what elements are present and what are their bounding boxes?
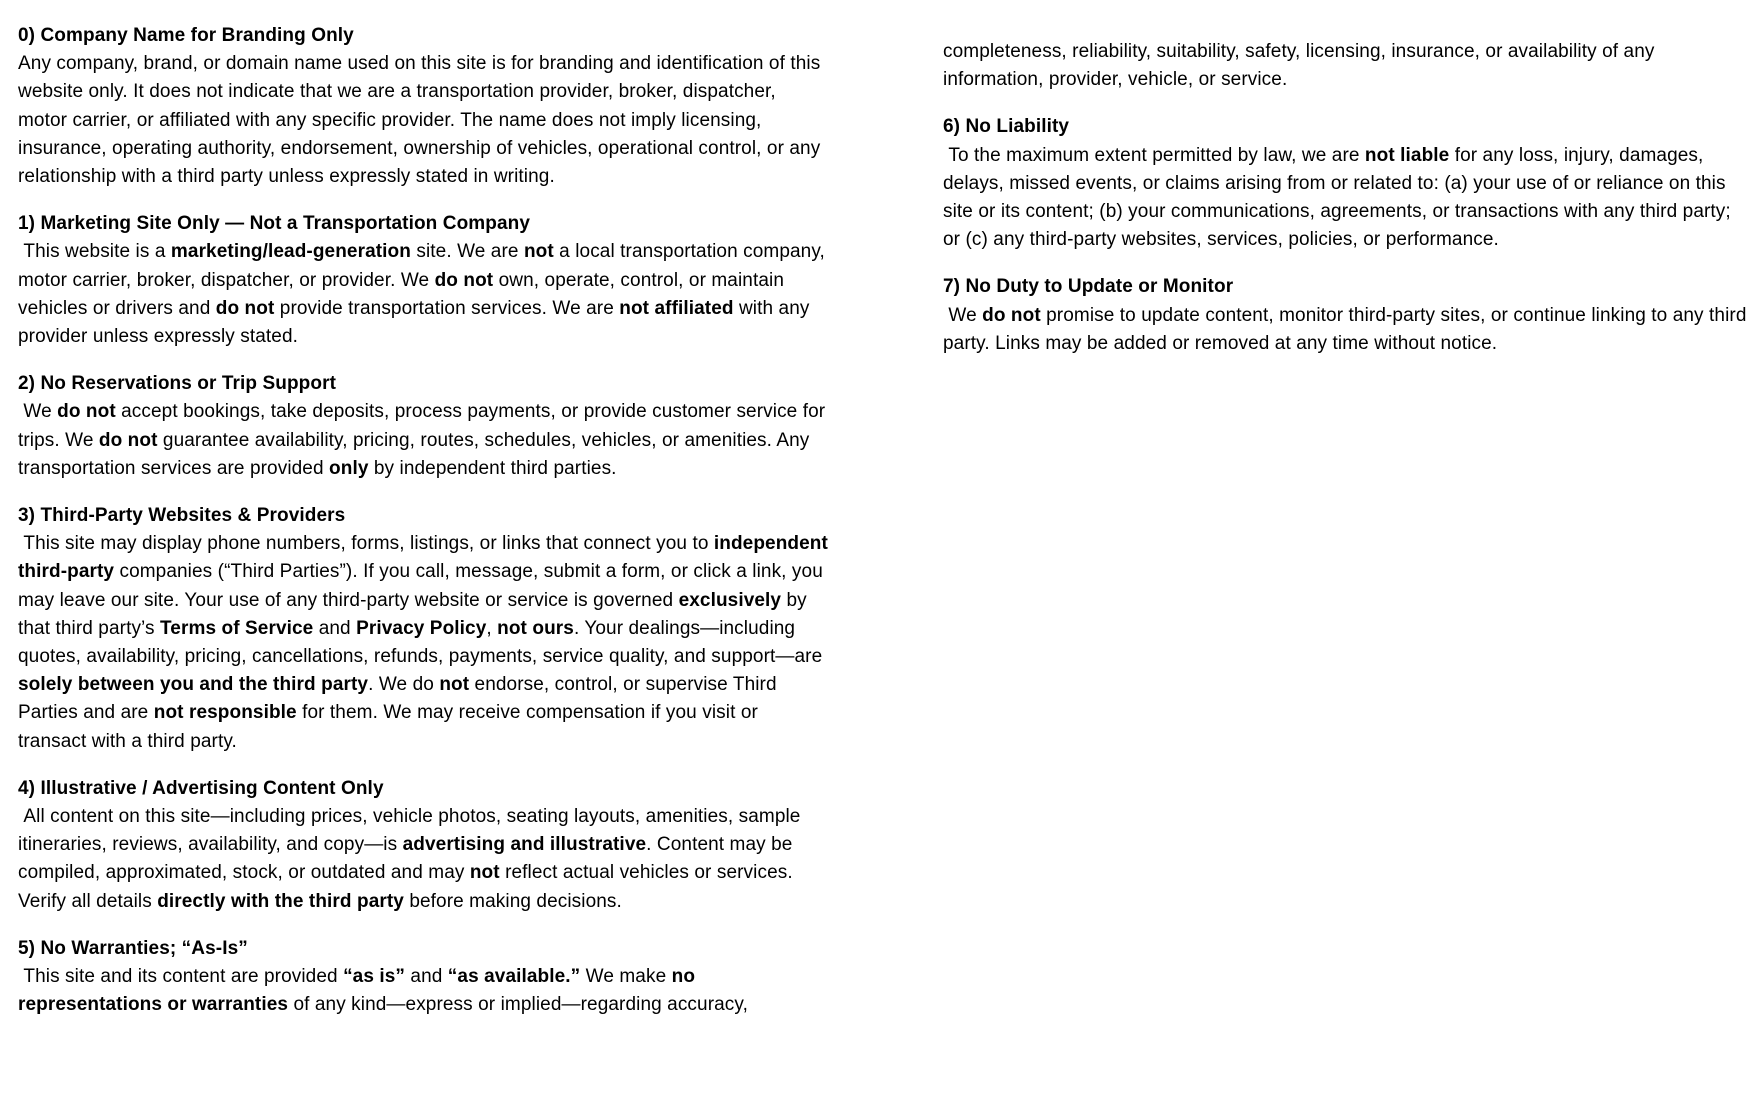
- text-run: . Your dealings—including quotes, availability, pricing, cancellations, refunds, payments, service quality, and support—are: [18, 617, 823, 668]
- bold-text-run: marketing/lead-generation: [170, 241, 411, 263]
- bold-text-run: exclusively: [678, 589, 782, 611]
- text-run: and: [405, 966, 448, 988]
- text-run: ,: [486, 617, 498, 639]
- section: [943, 273, 1752, 358]
- text-run: promise to update content, monitor third-party sites, or continue linking to any third party. Links may be added or removed at any time without notice.: [943, 304, 1747, 354]
- text-run: with any provider unless expressly stated.: [18, 297, 810, 348]
- bold-text-run: not: [469, 862, 500, 884]
- bold-text-run: no representations or warranties: [18, 966, 696, 1016]
- text-run: provide transportation services. We are: [274, 297, 620, 319]
- text-run: . Content may be compiled, approximated, stock, or outdated and may: [18, 834, 793, 884]
- section-heading: 1) Marketing Site Only — Not a Transportation Company: [18, 213, 531, 235]
- bold-text-run: do not: [57, 401, 116, 423]
- text-run: of any kind—express or implied—regarding accuracy,: [288, 994, 748, 1016]
- text-run: We: [18, 401, 58, 423]
- text-run: guarantee availability, pricing, routes, schedules, vehicles, or amenities. Any transportation services are provided: [18, 429, 810, 479]
- column-right: [943, 22, 1752, 1113]
- bold-text-run: do not: [215, 297, 275, 319]
- text-run: All content on this site—including prices, vehicle photos, seating layouts, amenities, sample itineraries, reviews, availability, and copy—is: [18, 806, 801, 856]
- text-run: This site may display phone numbers, forms, listings, or links that connect you to: [18, 533, 714, 555]
- bold-text-run: not responsible: [153, 702, 297, 724]
- text-run: . We do: [368, 674, 440, 696]
- text-run: by independent third parties.: [368, 457, 617, 479]
- bold-text-run: not: [439, 674, 470, 696]
- text-run: for them. We may receive compensation if you visit or transact with a third party.: [18, 702, 758, 752]
- bold-text-run: solely between you and the third party: [18, 674, 369, 696]
- text-run: a local transportation company, motor carrier, broker, dispatcher, or provider. We: [18, 241, 825, 291]
- section: [18, 370, 828, 483]
- text-run: We make: [580, 966, 672, 988]
- section-heading: 6) No Liability: [943, 116, 1070, 138]
- section: [943, 38, 1752, 94]
- bold-text-run: do not: [434, 269, 494, 291]
- section-heading: 4) Illustrative / Advertising Content Only: [18, 777, 384, 799]
- bold-text-run: advertising and illustrative: [402, 834, 647, 856]
- bold-text-run: do not: [98, 429, 158, 451]
- column-left: [18, 22, 828, 1113]
- text-run: Any company, brand, or domain name used on this site is for branding and identification of this website only. It does not indicate that we are a transportation provider, broker, dispatcher, motor carrier, or affiliated with any specific provider. The name does not imply licensing, insurance, operating authority, endorsement, ownership of vehicles, operational control, or any relationship with a third party unless expressly stated in writing.: [18, 53, 821, 188]
- section-heading: 3) Third-Party Websites & Providers: [18, 505, 346, 527]
- bold-text-run: not ours: [497, 617, 574, 639]
- text-run: for any loss, injury, damages, delays, missed events, or claims arising from or related to: (a) your use of or reliance on this site or its content; (b) your communications, agreements, or transactions with any third party; or (c) any third-party websites, services, policies, or performance.: [943, 144, 1731, 251]
- section-heading: 0) Company Name for Branding Only: [18, 25, 354, 46]
- text-run: companies (“Third Parties”). If you call, message, submit a form, or click a link, you may leave our site. Your use of any third-party website or service is governed: [18, 561, 823, 611]
- text-run: This website is a: [18, 241, 171, 263]
- bold-text-run: “as available.”: [447, 966, 581, 988]
- bold-text-run: not liable: [1364, 144, 1450, 166]
- text-run: site. We are: [410, 241, 524, 263]
- section: [18, 502, 828, 756]
- bold-text-run: directly with the third party: [157, 890, 404, 912]
- text-run: completeness, reliability, suitability, safety, licensing, insurance, or availability of any information, provider, vehicle, or service.: [943, 41, 1655, 91]
- bold-text-run: not: [523, 241, 554, 263]
- bold-text-run: Privacy Policy: [356, 617, 487, 639]
- text-run: reflect actual vehicles or services. Verify all details: [18, 862, 793, 912]
- bold-text-run: do not: [982, 304, 1041, 326]
- bold-text-run: only: [329, 457, 369, 479]
- section-heading: 5) No Warranties; “As-Is”: [18, 937, 248, 959]
- bold-text-run: Terms of Service: [160, 617, 314, 639]
- text-run: accept bookings, take deposits, process payments, or provide customer service for trips. We: [18, 401, 826, 451]
- section-heading: 2) No Reservations or Trip Support: [18, 373, 337, 395]
- text-run: before making decisions.: [403, 890, 622, 912]
- section-heading: 7) No Duty to Update or Monitor: [943, 276, 1234, 298]
- bold-text-run: independent third-party: [18, 533, 828, 583]
- text-run: To the maximum extent permitted by law, we are: [943, 144, 1365, 166]
- text-run: own, operate, control, or maintain vehicles or drivers and: [18, 269, 784, 319]
- section: [18, 22, 828, 191]
- section: [18, 210, 828, 351]
- text-run: We: [943, 304, 983, 326]
- section: [943, 113, 1752, 254]
- text-run: by that third party’s: [18, 589, 807, 639]
- section: [18, 775, 828, 916]
- text-run: endorse, control, or supervise Third Parties and are: [18, 674, 777, 724]
- text-run: This site and its content are provided: [18, 966, 344, 988]
- section: [18, 935, 828, 1020]
- bold-text-run: not affiliated: [619, 297, 734, 319]
- bold-text-run: “as is”: [343, 966, 406, 988]
- text-run: and: [313, 617, 357, 639]
